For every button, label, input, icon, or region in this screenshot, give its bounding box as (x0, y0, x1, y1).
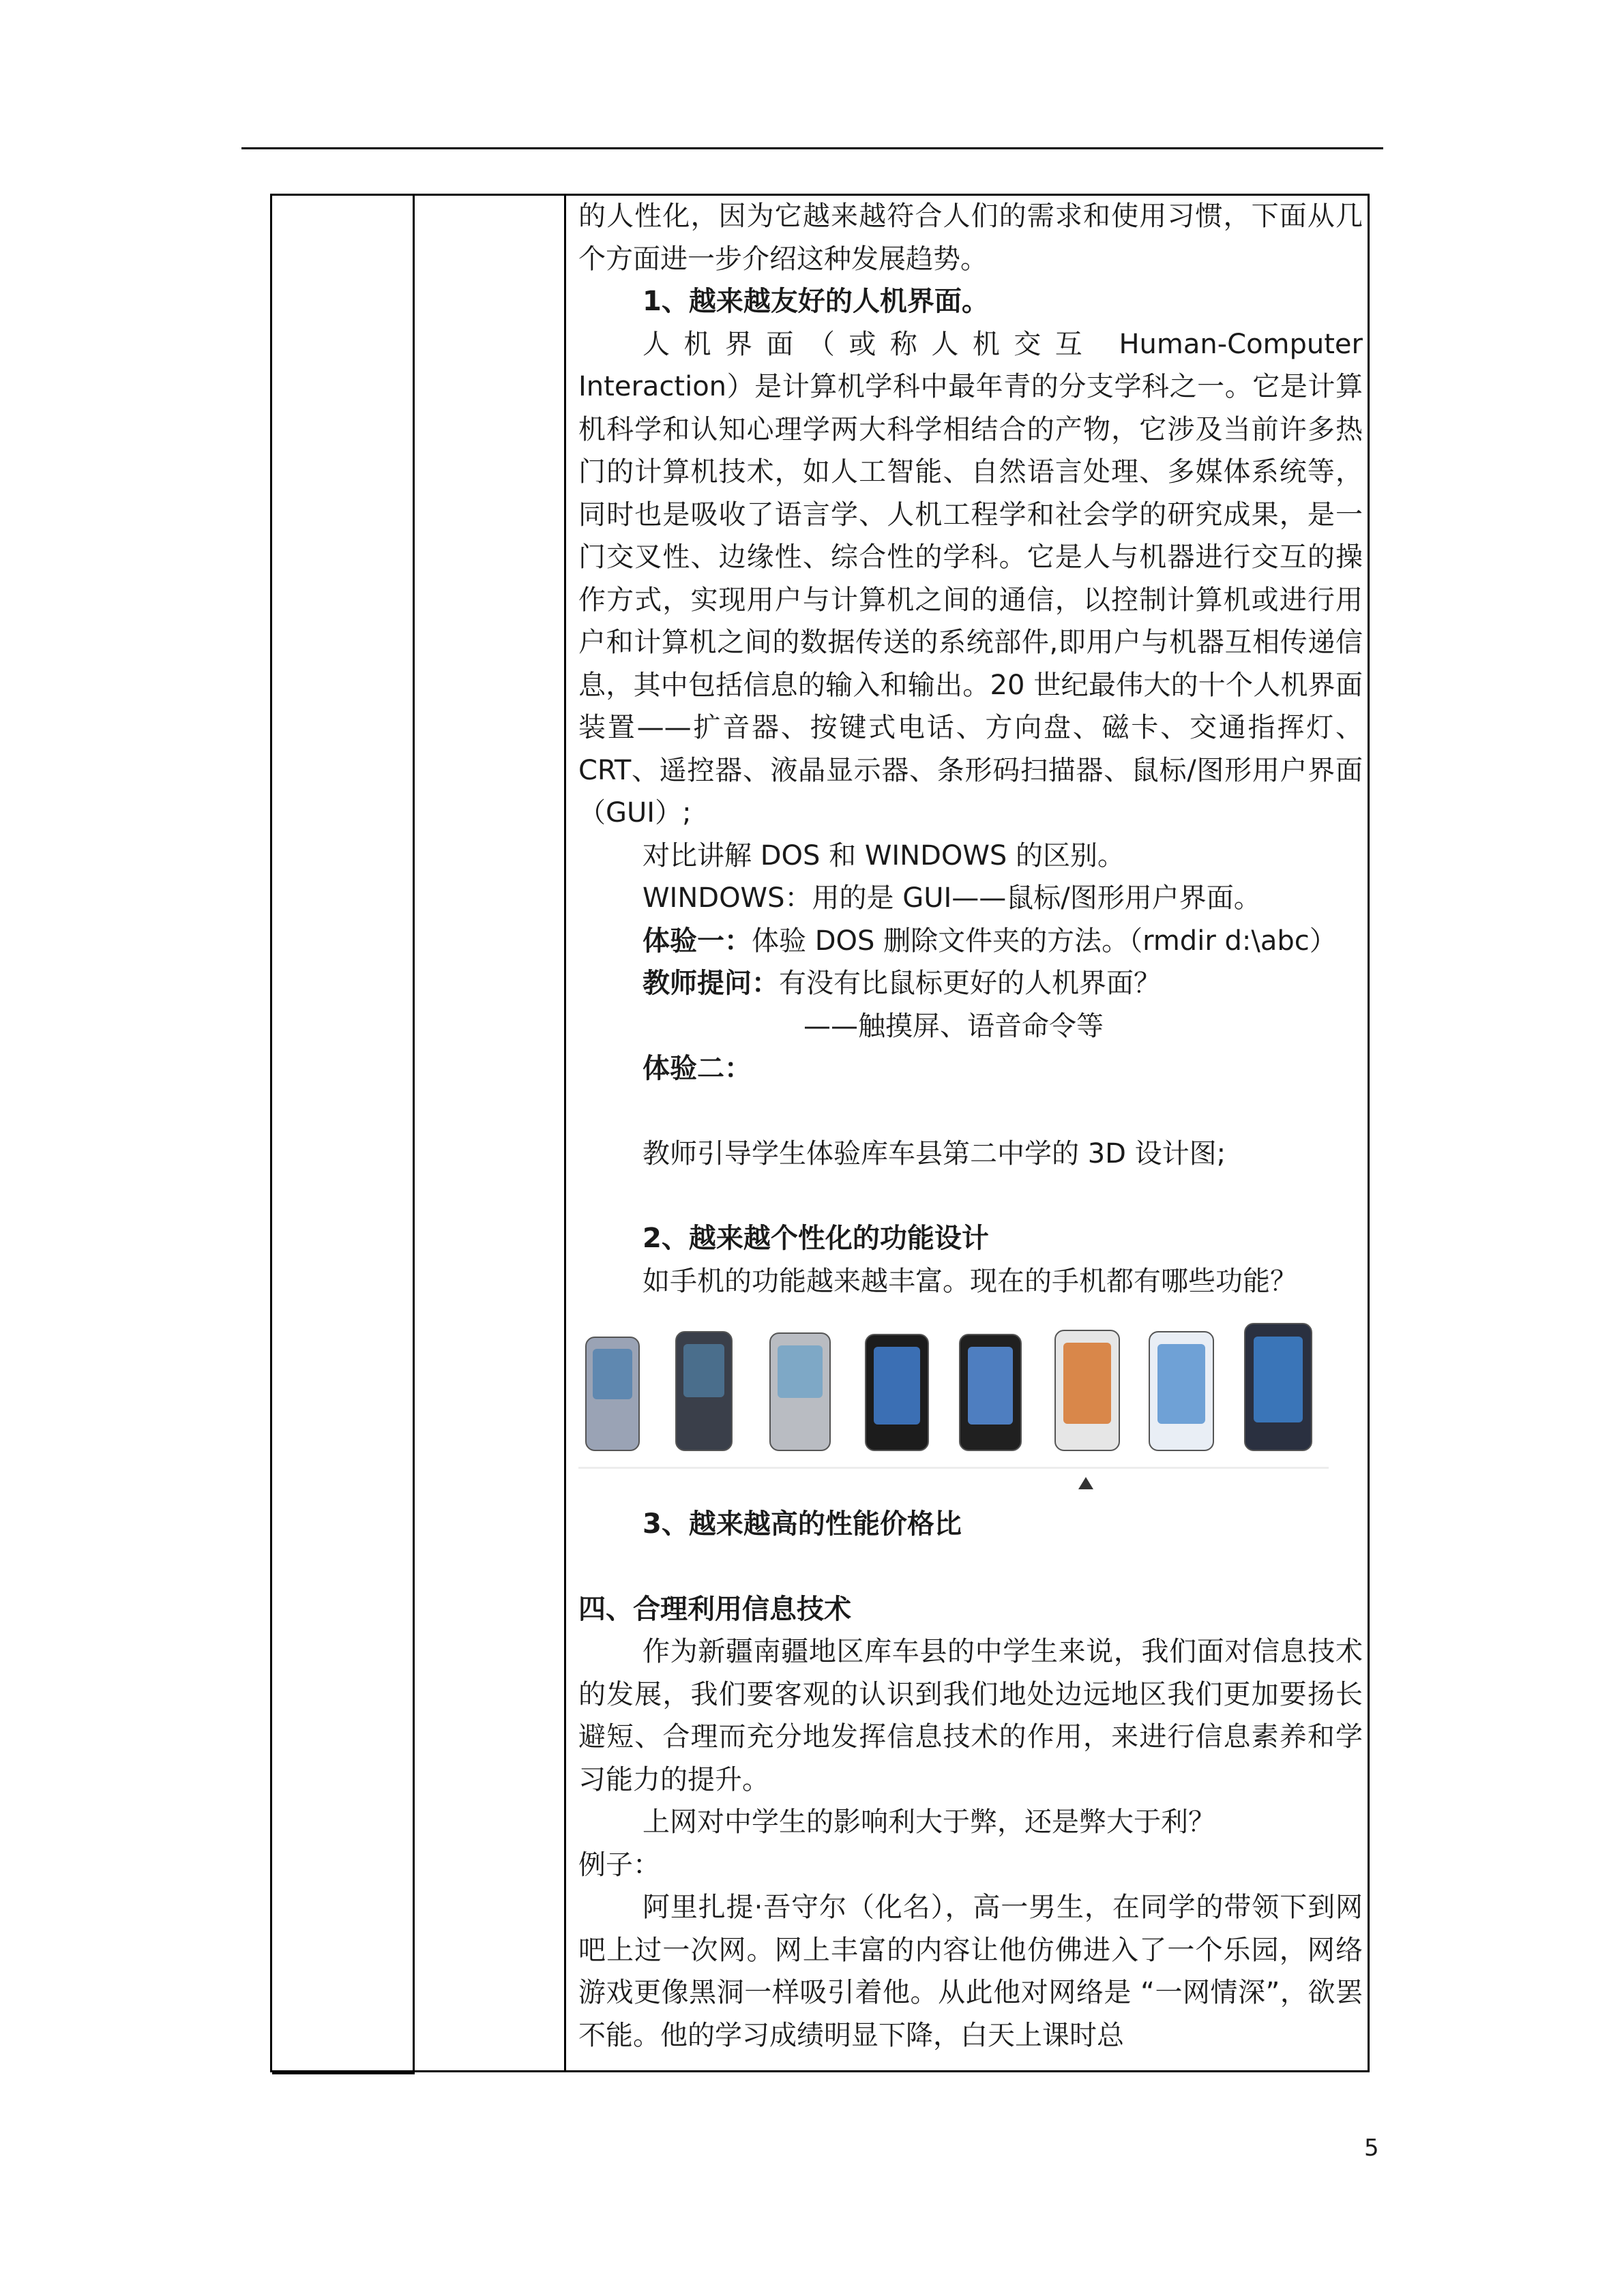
phone-screen (1157, 1344, 1205, 1424)
dos-windows-comparison: 对比讲解 DOS 和 WINDOWS 的区别。 (643, 839, 1125, 871)
windows-gui-line: WINDOWS：用的是 GUI——鼠标/图形用户界面。 (643, 882, 1261, 914)
spacer (578, 1090, 1363, 1133)
teacher-question-label: 教师提问： (643, 968, 779, 999)
phone-screen (1254, 1337, 1303, 1422)
section4-paragraph-1: 作为新疆南疆地区库车县的中学生来说，我们面对信息技术的发展，我们要客观的认识到我们地处边远地区我们更加要扬长避短、合理而充分地发挥信息技术的作用，来进行信息素养和学习能力的提升。 (578, 1636, 1363, 1795)
section2-title: 2、越来越个性化的功能设计 (643, 1223, 989, 1254)
experience-one-label: 体验一： (643, 925, 752, 957)
page-number: 5 (1364, 2134, 1379, 2162)
experience-one-text: 体验 DOS 删除文件夹的方法。（rmdir d:\abc） (752, 925, 1337, 957)
teacher-answer: ——触摸屏、语音命令等 (803, 1010, 1104, 1042)
teacher-question (578, 962, 1363, 1005)
triangle-marker-icon (1078, 1477, 1093, 1489)
lesson-content (578, 195, 1363, 2057)
phones-row (585, 1312, 1329, 1469)
teacher-question-text: 有没有比鼠标更好的人机界面？ (779, 968, 1161, 999)
samsung-galaxy-icon (959, 1334, 1022, 1451)
image-baseline (578, 1467, 1329, 1469)
spacer (578, 1175, 1363, 1217)
section2-text: 如手机的功能越来越丰富。现在的手机都有哪些功能？ (643, 1265, 1297, 1297)
intro-paragraph: 的人性化，因为它越来越符合人们的需求和使用习惯，下面从几个方面进一步介绍这种发展趋势。 (578, 200, 1363, 275)
nokia-smartphone-icon (769, 1332, 831, 1451)
table-column-1 (272, 196, 415, 2070)
samsung-mega-icon (1244, 1323, 1312, 1451)
section4-title: 四、合理利用信息技术 (578, 1593, 851, 1625)
section1-title: 1、越来越友好的人机界面。 (643, 286, 989, 317)
phone-screen (593, 1349, 632, 1399)
spacer (578, 1546, 1363, 1588)
table-column-2 (415, 196, 566, 2070)
iphone-icon (865, 1334, 929, 1451)
phone-screen (874, 1347, 920, 1425)
guide-text: 教师引导学生体验库车县第二中学的 3D 设计图; (643, 1137, 1226, 1169)
mobile-phones-evolution-image (578, 1312, 1363, 1492)
white-samsung-icon (1149, 1331, 1214, 1451)
header-rule (241, 147, 1383, 149)
experience-two-label: 体验二： (643, 1053, 752, 1084)
experience-one (578, 920, 1363, 963)
phone-screen (1063, 1343, 1111, 1423)
phone-screen (968, 1347, 1014, 1425)
section4-paragraph-2: 上网对中学生的影响利大于弊，还是弊大于利？ (643, 1806, 1215, 1838)
htc-phone-icon (1054, 1330, 1120, 1451)
table-bottom-border (272, 2070, 415, 2074)
hci-paragraph: 人机界面（或称人机交互 Human-Computer Interaction）是计算机学科中最年青的分支学科之一。它是计算机科学和认知心理学两大科学相结合的产物，它涉及当前许多热门的计算机技术，如人工智能、自然语言处理、多媒体系统等，同时也是吸收了语言学、人机工程学和社会学的研究成果，是一门交叉性、边缘性、综合性的学科。它是人与机器进行交互的操作方式，实现用户与计算机之间的通信，以控制计算机或进行用户和计算机之间的数据传送的系统部件,即用户与机器互相传递信息，其中包括信息的输入和输出。20 世纪最伟大的十个人机界面装置——扩音器、按键式电话、方向盘、磁卡、交通指挥灯、CRT、遥控器、液晶显示器、条形码扫描器、鼠标/图形用户界面（GUI）; (578, 328, 1363, 829)
example-text: 阿里扎提·吾守尔（化名），高一男生，在同学的带领下到网吧上过一次网。网上丰富的内容让他仿佛进入了一个乐园，网络游戏更像黑洞一样吸引着他。从此他对网络是 “一网情深”，欲罢不能。他的学习成绩明显下降，白天上课时总 (578, 1892, 1363, 2051)
section3-title: 3、越来越高的性能价格比 (643, 1508, 962, 1540)
phone-screen (778, 1345, 822, 1398)
nokia-bar-phone-icon (585, 1337, 640, 1451)
example-label: 例子： (578, 1849, 660, 1881)
motorola-phone-icon (675, 1331, 733, 1451)
phone-screen (683, 1344, 725, 1397)
